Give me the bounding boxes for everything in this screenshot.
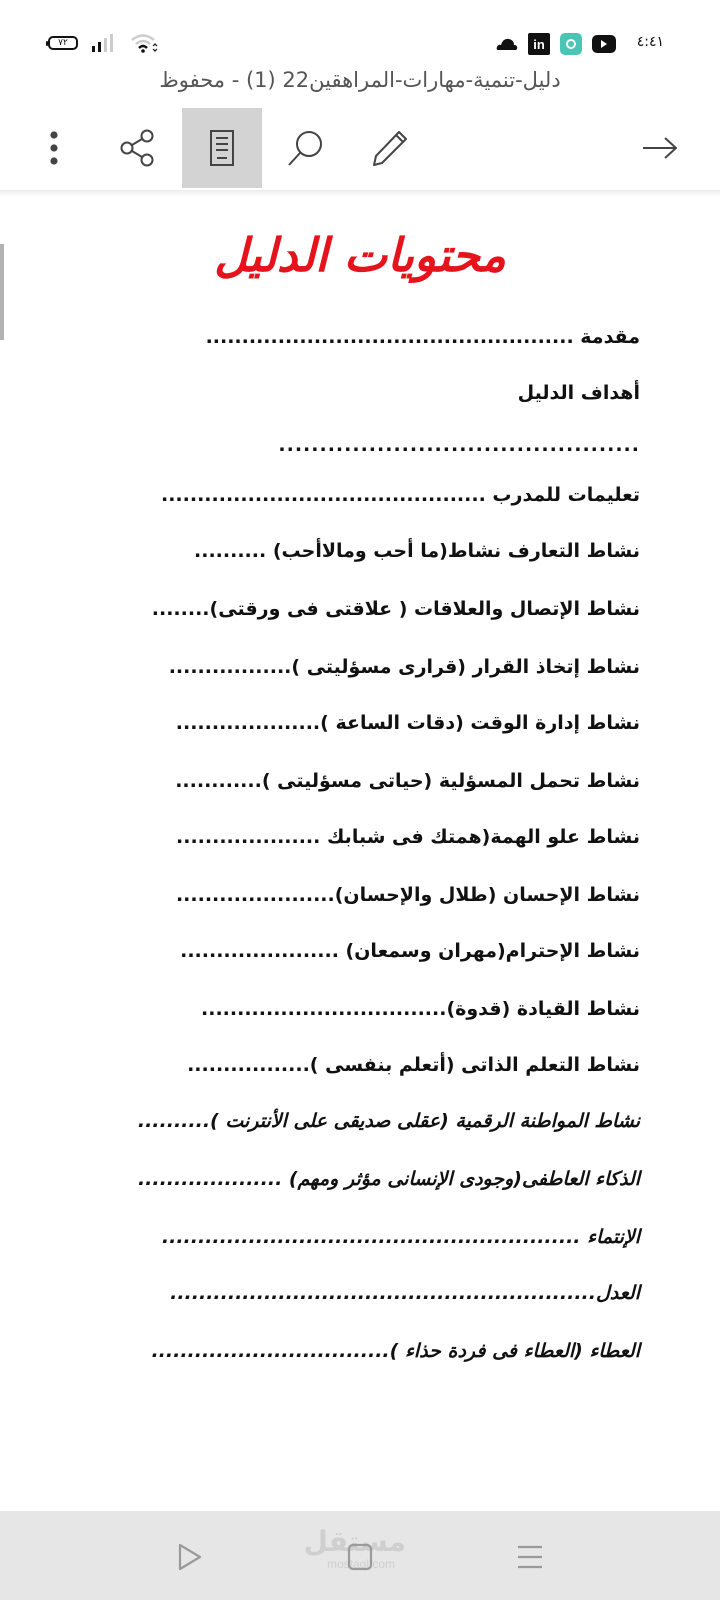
back-button[interactable]	[620, 108, 700, 188]
toc-entry-label: نشاط علو الهمة(همتك فى شبابك	[320, 826, 640, 848]
linkedin-icon: in	[528, 33, 550, 55]
youtube-icon	[592, 35, 616, 53]
toc-entry	[180, 940, 640, 962]
document-page	[0, 196, 720, 1486]
toc-entry	[206, 326, 640, 348]
cloud-icon	[496, 37, 518, 51]
share-button[interactable]	[98, 108, 178, 188]
signal-icon	[92, 36, 118, 52]
toc-entry	[138, 1110, 640, 1132]
toc-entry-label: نشاط تحمل المسؤلية (حياتى مسؤليتى )	[261, 770, 640, 792]
share-icon	[120, 129, 156, 167]
toc-leader-dots: .................................	[151, 1340, 390, 1362]
toc-entry-label: تعليمات للمدرب	[485, 484, 640, 506]
toc-entry-label: نشاط القيادة (قدوة)	[446, 998, 640, 1020]
toc-leader-dots: ...........................................................	[170, 1282, 596, 1304]
clock: ٤:٤١	[636, 34, 664, 50]
toc-leader-dots: ...................................................	[205, 326, 574, 348]
toc-entry	[170, 1282, 640, 1304]
toc-entry-label: الإنتماء	[580, 1226, 640, 1248]
toc-leader-dots: ....................	[176, 826, 321, 848]
wifi-icon	[130, 33, 158, 53]
toc-entry-label: نشاط التعارف نشاط(ما أحب ومالاأحب)	[266, 540, 640, 562]
toc-entry-label: الذكاء العاطفى(وجودى الإنسانى مؤثر ومهم)	[282, 1168, 640, 1190]
scrollbar[interactable]	[0, 244, 4, 340]
app-icon	[560, 33, 582, 55]
toc-entry-label: نشاط الإتصال والعلاقات ( علاقتى فى ورقتى)	[209, 598, 640, 620]
toc-leader-dots: ....................	[175, 712, 321, 734]
toc-entry-label: نشاط الإحسان (طلال والإحسان)	[334, 884, 640, 906]
document-title: دليل-تنمية-مهارات-المراهقين22 (1) - محفوظ	[159, 68, 561, 92]
toc-leader-dots: .................	[168, 656, 292, 678]
toc-leader-dots: .............................................	[160, 484, 486, 506]
toc-entry	[138, 1168, 640, 1190]
mobile-view-icon	[209, 129, 235, 167]
toc-leader-dots: .................	[187, 1054, 310, 1076]
reading-mode-button[interactable]	[182, 108, 262, 188]
search-icon	[287, 129, 325, 167]
search-button[interactable]	[266, 108, 346, 188]
toc-entry-label: نشاط المواطنة الرقمية (عقلى صديقى على الأنترنت )	[210, 1110, 640, 1132]
toc-entry-label: مقدمة	[573, 326, 640, 348]
recents-lines-icon	[517, 1544, 543, 1570]
toc-entry-label: نشاط إتخاذ القرار (قرارى مسؤليتى )	[291, 656, 640, 678]
battery-level: ٧٢	[58, 38, 68, 48]
notification-icons	[496, 33, 616, 55]
toc-leader-dots: ............	[175, 770, 262, 792]
triangle-back-icon	[176, 1542, 204, 1572]
toolbar	[0, 108, 720, 188]
toc-entry	[176, 712, 640, 734]
edit-button[interactable]	[350, 108, 430, 188]
toc-leader-dots: ........	[151, 598, 210, 620]
square-home-icon	[347, 1543, 373, 1571]
toc-entry-label: أهداف الدليل	[517, 382, 640, 404]
toc-entry	[187, 1054, 640, 1076]
watermark-latin: mostaql.com	[326, 1557, 396, 1571]
toc-leader-dots: ............................................	[278, 434, 640, 456]
toc-entry-label: العدل	[595, 1282, 640, 1304]
system-nav-bar	[0, 1511, 720, 1600]
toc-leader-dots: ......................	[175, 884, 335, 906]
toc-entry	[175, 770, 640, 792]
toc-entry	[151, 1340, 640, 1362]
toc-entry	[278, 434, 640, 456]
toc-entry	[161, 484, 640, 506]
toc-leader-dots: ..........	[194, 540, 267, 562]
toc-leader-dots: ..........	[137, 1110, 211, 1132]
toc-entry-label: العطاء (العطاء فى فردة حذاء )	[389, 1340, 640, 1362]
battery-icon	[48, 36, 78, 50]
toc-entry-label: نشاط إدارة الوقت (دقات الساعة )	[320, 712, 640, 734]
toc-entry-label: نشاط التعلم الذاتى (أتعلم بنفسى )	[309, 1054, 640, 1076]
toc-entry	[176, 884, 640, 906]
toc-entry	[152, 598, 640, 620]
toc-entry	[194, 540, 640, 562]
nav-home-button[interactable]	[340, 1539, 380, 1575]
toc-entry-label: نشاط الإحترام(مهران وسمعان)	[338, 940, 640, 962]
toc-leader-dots: ..................................	[201, 998, 447, 1020]
toc-entry	[176, 826, 640, 848]
arrow-right-icon	[641, 136, 679, 160]
pencil-icon	[371, 129, 409, 167]
toc-leader-dots: ......................	[180, 940, 339, 962]
toc-entry	[518, 382, 640, 404]
nav-recents-button[interactable]	[510, 1539, 550, 1575]
status-bar	[0, 0, 720, 70]
watermark-arabic: مستقل	[303, 1525, 406, 1558]
toc-entry	[201, 998, 640, 1020]
toc-leader-dots: ..........................................................	[161, 1226, 581, 1248]
toc-leader-dots: ....................	[137, 1168, 283, 1190]
toc-entry	[162, 1226, 640, 1248]
page-heading: محتويات الدليل	[214, 228, 506, 282]
toc-entry	[169, 656, 640, 678]
more-vert-icon	[49, 130, 59, 166]
nav-back-button[interactable]	[170, 1539, 210, 1575]
more-options-button[interactable]	[14, 108, 94, 188]
